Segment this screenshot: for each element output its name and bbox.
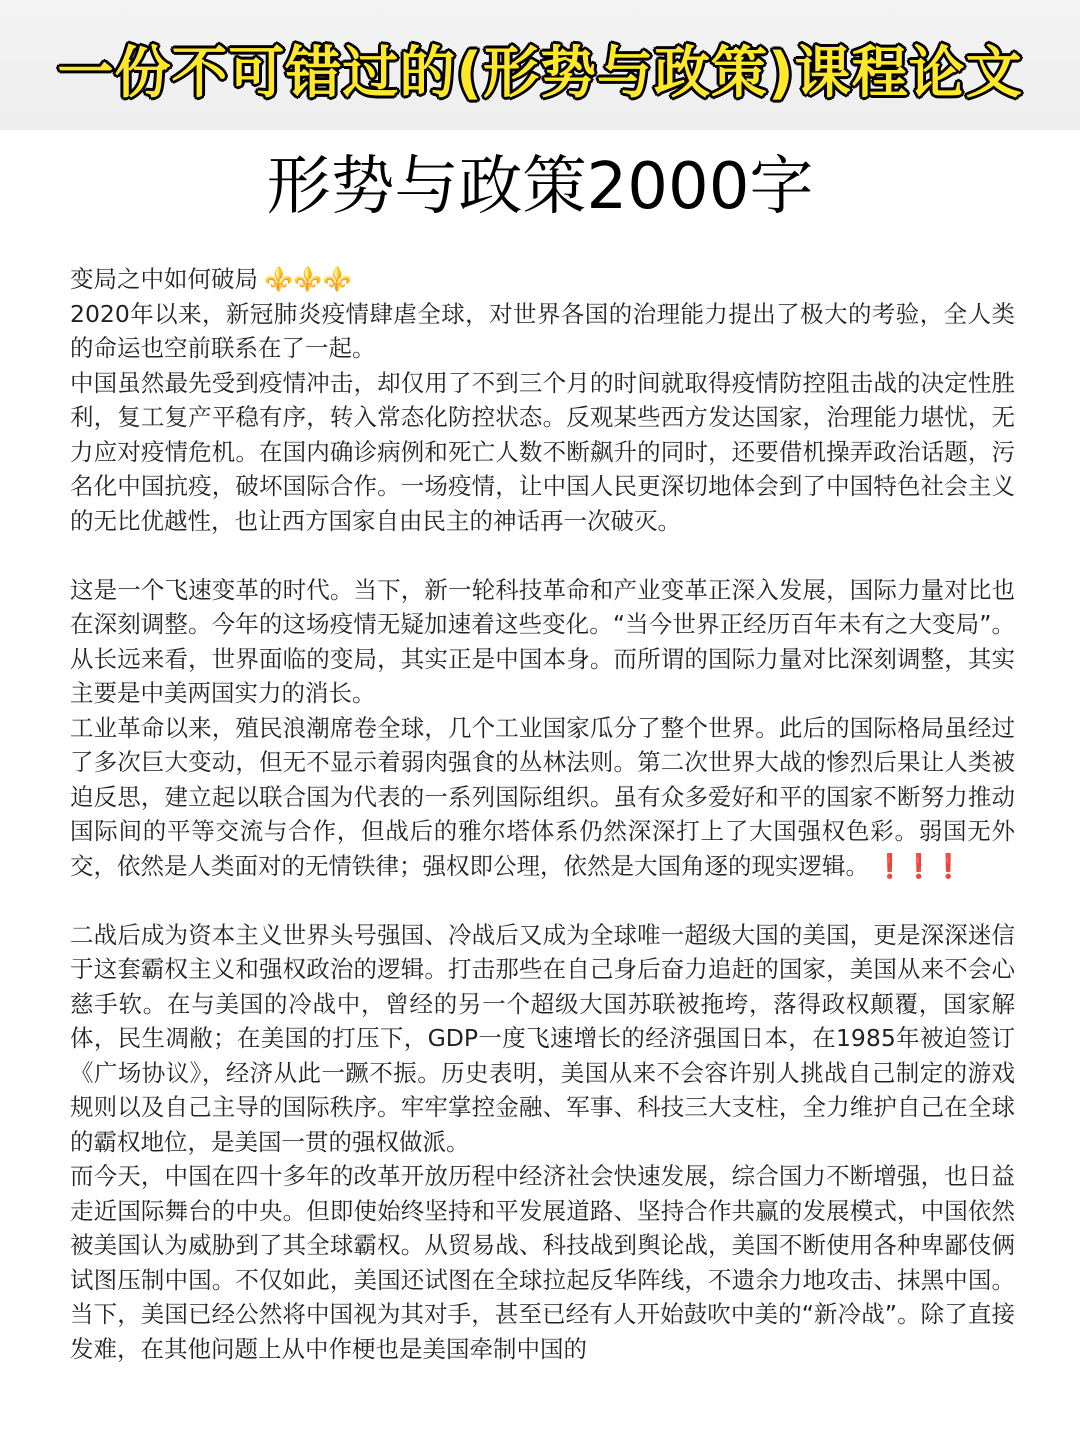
paragraph: 中国虽然最先受到疫情冲击，却仅用了不到三个月的时间就取得疫情防控阻击战的决定性胜利，复工复产平稳有序，转入常态化防控状态。反观某些西方发达国家，治理能力堪忧，无力应对疫情危机。在国内确诊病例和死亡人数不断飙升的同时，还要借机操弄政治话题，污名化中国抗疫，破坏国际合作。一场疫情，让中国人民更深切地体会到了中国特色社会主义的无比优越性，也让西方国家自由民主的神话再一次破灭。 [70, 368, 1015, 535]
paragraph-gap [70, 883, 1015, 918]
paragraph: 这是一个飞速变革的时代。当下，新一轮科技革命和产业变革正深入发展，国际力量对比也在深刻调整。今年的这场疫情无疑加速着这些变化。“当今世界正经历百年未有之大变局”。从长远来看，世界面临的变局，其实正是中国本身。而所谓的国际力量对比深刻调整，其实主要是中美两国实力的消长。 [70, 575, 1015, 707]
fleur-de-lis-icon: ⚜️⚜️⚜️ [264, 265, 352, 293]
section-heading [70, 262, 1015, 297]
document-body [70, 262, 1015, 1366]
paragraph-text: 工业革命以来，殖民浪潮席卷全球，几个工业国家瓜分了整个世界。此后的国际格局虽经过了多次巨大变动，但无不显示着弱肉强食的丛林法则。第二次世界大战的惨烈后果让人类被迫反思，建立起以联合国为代表的一系列国际组织。虽有众多爱好和平的国家不断努力推动国际间的平等交流与合作，但战后的雅尔塔体系仍然深深打上了大国强权色彩。弱国无外交，依然是人类面对的无情铁律；强权即公理，依然是大国角逐的现实逻辑。 [70, 713, 1015, 880]
document-title: 形势与政策2000字 [266, 150, 814, 224]
paragraph: 2020年以来，新冠肺炎疫情肆虐全球，对世界各国的治理能力提出了极大的考验，全人类的命运也空前联系在了一起。 [70, 299, 1015, 362]
section-heading-text: 变局之中如何破局 [70, 265, 258, 293]
banner-title: 一份不可错过的(形势与政策)课程论文 [57, 41, 1023, 106]
exclamation-icon: ❗❗❗ [875, 851, 963, 880]
paragraph [70, 711, 1015, 884]
top-banner [0, 0, 1080, 130]
paragraph: 二战后成为资本主义世界头号强国、冷战后又成为全球唯一超级大国的美国，更是深深迷信于这套霸权主义和强权政治的逻辑。打击那些在自己身后奋力追赶的国家，美国从来不会心慈手软。在与美国的冷战中，曾经的另一个超级大国苏联被拖垮，落得政权颠覆，国家解体，民生凋敝；在美国的打压下，GDP一度飞速增长的经济强国日本，在1985年被迫签订《广场协议》，经济从此一蹶不振。历史表明，美国从来不会容许别人挑战自己制定的游戏规则以及自己主导的国际秩序。牢牢掌控金融、军事、科技三大支柱，全力维护自己在全球的霸权地位，是美国一贯的强权做派。 [70, 920, 1015, 1156]
paragraph: 而今天，中国在四十多年的改革开放历程中经济社会快速发展，综合国力不断增强，也日益走近国际舞台的中央。但即使始终坚持和平发展道路、坚持合作共赢的发展模式，中国依然被美国认为威胁到了其全球霸权。从贸易战、科技战到舆论战，美国不断使用各种卑鄙伎俩试图压制中国。不仅如此，美国还试图在全球拉起反华阵线，不遗余力地攻击、抹黑中国。当下，美国已经公然将中国视为其对手，甚至已经有人开始鼓吹中美的“新冷战”。除了直接发难，在其他问题上从中作梗也是美国牵制中国的 [70, 1162, 1015, 1363]
paragraph-gap [70, 538, 1015, 573]
